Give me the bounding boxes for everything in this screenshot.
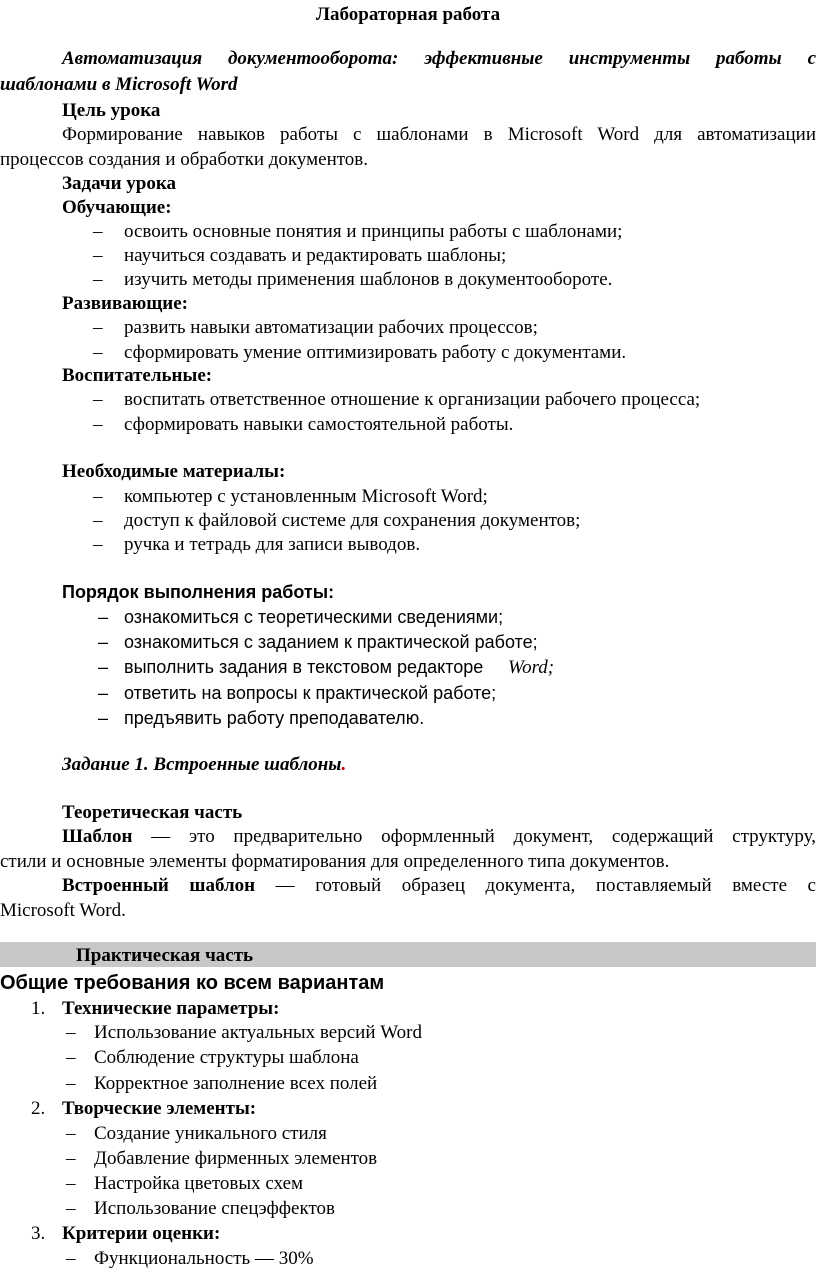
procedure-heading: Порядок выполнения работы: [62, 582, 335, 602]
educational-heading: Обучающие: [62, 197, 172, 218]
builtin-definition-line-1: Встроенный шаблон — готовый образец документа, поставляемый вместе с [62, 875, 816, 896]
goal-heading: Цель урока [62, 100, 161, 121]
dash-icon: – [93, 342, 103, 363]
dash-icon: – [93, 221, 103, 242]
dash-icon: – [93, 510, 103, 531]
dash-icon: – [66, 1198, 76, 1219]
dash-icon: – [93, 389, 103, 410]
builtin-definition-line-2: Microsoft Word. [0, 900, 126, 921]
dash-icon: – [93, 414, 103, 435]
developing-heading: Развивающие: [62, 293, 188, 314]
tasks-heading: Задачи урока [62, 173, 177, 194]
dash-icon: – [66, 1148, 76, 1169]
materials-heading: Необходимые материалы: [62, 461, 286, 482]
dash-icon: – [93, 486, 103, 507]
dash-icon: – [66, 1248, 76, 1269]
dash-icon: – [93, 269, 103, 290]
goal-text-line-2: процессов создания и обработки документов. [0, 149, 369, 170]
page-title: Лабораторная работа [315, 4, 501, 25]
dash-icon: – [93, 245, 103, 266]
word-italic: Word; [508, 657, 555, 678]
theory-heading: Теоретическая часть [62, 802, 243, 823]
practice-heading: Практическая часть [76, 945, 254, 966]
template-definition-line-2: стили и основные элементы форматирования для определенного типа документов. [0, 851, 670, 872]
subtitle-line-1: Автоматизация документооборота: эффективные инструменты работы с [62, 48, 816, 69]
dash-icon: – [93, 534, 103, 555]
template-definition-line-1: Шаблон — это предварительно оформленный документ, содержащий структуру, [62, 826, 816, 847]
goal-text-line-1: Формирование навыков работы с шаблонами в Microsoft Word для автоматизации [62, 124, 816, 145]
dash-icon: – [98, 632, 109, 652]
dash-icon: – [66, 1022, 76, 1043]
dash-icon: – [66, 1073, 76, 1094]
task-1-heading: Задание 1. Встроенные шаблоны. [62, 754, 347, 775]
dash-icon: – [66, 1123, 76, 1144]
requirements-heading: Общие требования ко всем вариантам [0, 972, 385, 994]
dash-icon: – [98, 607, 109, 627]
dash-icon: – [66, 1047, 76, 1068]
dash-icon: – [93, 317, 103, 338]
dash-icon: – [98, 657, 109, 677]
subtitle-line-2: шаблонами в Microsoft Word [0, 74, 238, 95]
upbringing-heading: Воспитательные: [62, 365, 213, 386]
dash-icon: – [98, 683, 109, 703]
dash-icon: – [98, 708, 109, 728]
dash-icon: – [66, 1173, 76, 1194]
